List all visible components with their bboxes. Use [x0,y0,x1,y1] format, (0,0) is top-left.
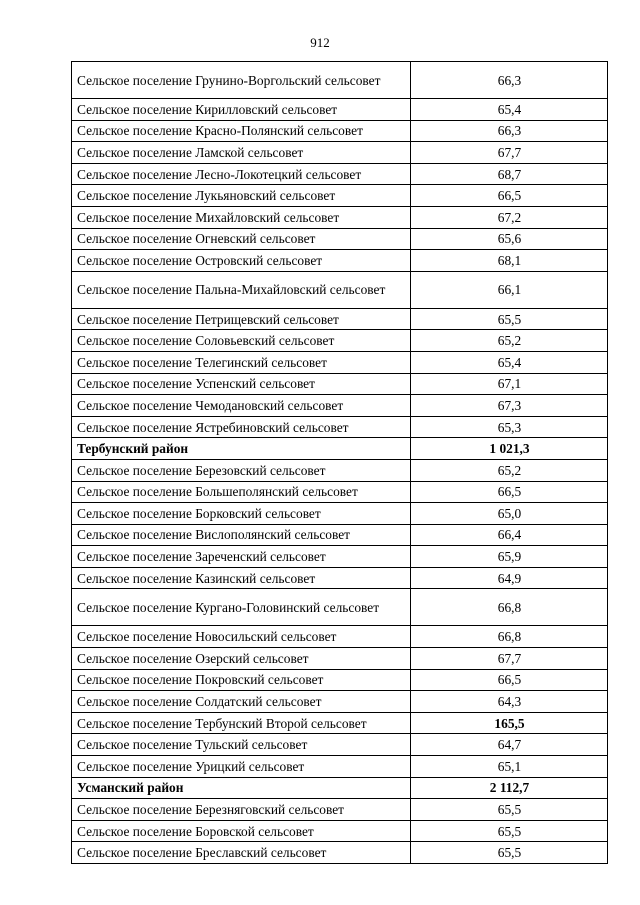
settlement-name-cell: Сельское поселение Покровский сельсовет [72,669,411,691]
settlement-value-cell: 65,4 [411,99,608,121]
table-row [72,459,608,481]
settlement-name-cell: Сельское поселение Кургано-Головинский сельсовет [72,589,411,626]
settlement-name-cell: Сельское поселение Ястребиновский сельсовет [72,416,411,438]
settlement-value-cell: 65,5 [411,308,608,330]
settlement-name-cell: Сельское поселение Большеполянский сельсовет [72,481,411,503]
table-row [72,799,608,821]
table-row [72,228,608,250]
settlement-value-cell: 67,1 [411,373,608,395]
settlement-value-cell: 66,8 [411,626,608,648]
settlement-name-cell: Сельское поселение Тульский сельсовет [72,734,411,756]
allocation-table [71,61,608,864]
table-row [72,691,608,713]
settlement-value-cell: 65,1 [411,756,608,778]
settlement-value-cell: 65,0 [411,503,608,525]
settlement-name-cell: Сельское поселение Чемодановский сельсовет [72,395,411,417]
district-row [72,777,608,799]
settlement-value-cell: 67,3 [411,395,608,417]
table-row [72,503,608,525]
settlement-name-cell: Сельское поселение Вислополянский сельсовет [72,524,411,546]
table-row [72,395,608,417]
settlement-value-cell: 66,5 [411,669,608,691]
settlement-name-cell: Сельское поселение Грунино-Воргольский сельсовет [72,62,411,99]
settlement-name-cell: Сельское поселение Березняговский сельсовет [72,799,411,821]
settlement-name-cell: Сельское поселение Тербунский Второй сельсовет [72,712,411,734]
settlement-value-cell: 66,8 [411,589,608,626]
settlement-value-cell: 66,4 [411,524,608,546]
settlement-name-cell: Сельское поселение Огневский сельсовет [72,228,411,250]
table-row [72,626,608,648]
settlement-name-cell: Сельское поселение Зареченский сельсовет [72,546,411,568]
district-total-cell: 1 021,3 [411,438,608,460]
settlement-name-cell: Сельское поселение Ламской сельсовет [72,142,411,164]
settlement-name-cell: Сельское поселение Лесно-Локотецкий сельсовет [72,163,411,185]
settlement-value-cell: 68,1 [411,250,608,272]
table-row [72,308,608,330]
table-row [72,734,608,756]
settlement-name-cell: Сельское поселение Красно-Полянский сельсовет [72,120,411,142]
table-row [72,567,608,589]
district-total-cell: 2 112,7 [411,777,608,799]
table-row [72,163,608,185]
settlement-value-cell: 65,2 [411,330,608,352]
settlement-name-cell: Сельское поселение Солдатский сельсовет [72,691,411,713]
settlement-value-cell: 66,3 [411,62,608,99]
table-row [72,271,608,308]
table-row [72,546,608,568]
settlement-value-cell: 65,4 [411,351,608,373]
district-row [72,438,608,460]
settlement-name-cell: Сельское поселение Березовский сельсовет [72,459,411,481]
settlement-name-cell: Сельское поселение Телегинский сельсовет [72,351,411,373]
table-row [72,842,608,864]
table-row [72,589,608,626]
table-row [72,99,608,121]
settlement-value-cell: 67,7 [411,648,608,670]
settlement-name-cell: Сельское поселение Михайловский сельсовет [72,206,411,228]
page-number: 912 [310,35,330,50]
table-row [72,250,608,272]
settlement-value-cell: 64,3 [411,691,608,713]
settlement-name-cell: Сельское поселение Новосильский сельсовет [72,626,411,648]
settlement-value-cell: 65,2 [411,459,608,481]
settlement-name-cell: Сельское поселение Пальна-Михайловский сельсовет [72,271,411,308]
table-row [72,416,608,438]
settlement-value-cell: 66,1 [411,271,608,308]
table-row [72,185,608,207]
table-row [72,142,608,164]
settlement-value-cell: 64,9 [411,567,608,589]
district-name-cell: Усманский район [72,777,411,799]
settlement-value-cell: 68,7 [411,163,608,185]
settlement-name-cell: Сельское поселение Озерский сельсовет [72,648,411,670]
table-row [72,712,608,734]
settlement-name-cell: Сельское поселение Соловьевский сельсовет [72,330,411,352]
settlement-name-cell: Сельское поселение Бреславский сельсовет [72,842,411,864]
settlement-name-cell: Сельское поселение Лукьяновский сельсовет [72,185,411,207]
settlement-value-cell: 67,7 [411,142,608,164]
settlement-name-cell: Сельское поселение Казинский сельсовет [72,567,411,589]
settlement-value-cell: 65,5 [411,820,608,842]
settlement-value-cell: 65,9 [411,546,608,568]
table-row [72,206,608,228]
table-row [72,820,608,842]
table-row [72,351,608,373]
table-row [72,120,608,142]
settlement-value-cell: 64,7 [411,734,608,756]
settlement-name-cell: Сельское поселение Кирилловский сельсовет [72,99,411,121]
district-name-cell: Тербунский район [72,438,411,460]
settlement-value-cell: 65,6 [411,228,608,250]
settlement-value-cell: 66,5 [411,481,608,503]
settlement-name-cell: Сельское поселение Петрищевский сельсовет [72,308,411,330]
settlement-name-cell: Сельское поселение Урицкий сельсовет [72,756,411,778]
settlement-value-cell: 65,5 [411,799,608,821]
settlement-value-cell: 67,2 [411,206,608,228]
settlement-name-cell: Сельское поселение Борковский сельсовет [72,503,411,525]
settlement-value-cell: 65,3 [411,416,608,438]
table-row [72,669,608,691]
settlement-value-cell: 65,5 [411,842,608,864]
settlement-value-cell: 66,5 [411,185,608,207]
table-row [72,524,608,546]
settlement-value-cell: 66,3 [411,120,608,142]
settlement-value-cell: 165,5 [411,712,608,734]
table-row [72,481,608,503]
table-row [72,648,608,670]
settlement-name-cell: Сельское поселение Боровской сельсовет [72,820,411,842]
settlement-name-cell: Сельское поселение Успенский сельсовет [72,373,411,395]
settlement-name-cell: Сельское поселение Островский сельсовет [72,250,411,272]
table-row [72,62,608,99]
table-body [72,62,608,864]
table-row [72,330,608,352]
table-row [72,756,608,778]
table-row [72,373,608,395]
